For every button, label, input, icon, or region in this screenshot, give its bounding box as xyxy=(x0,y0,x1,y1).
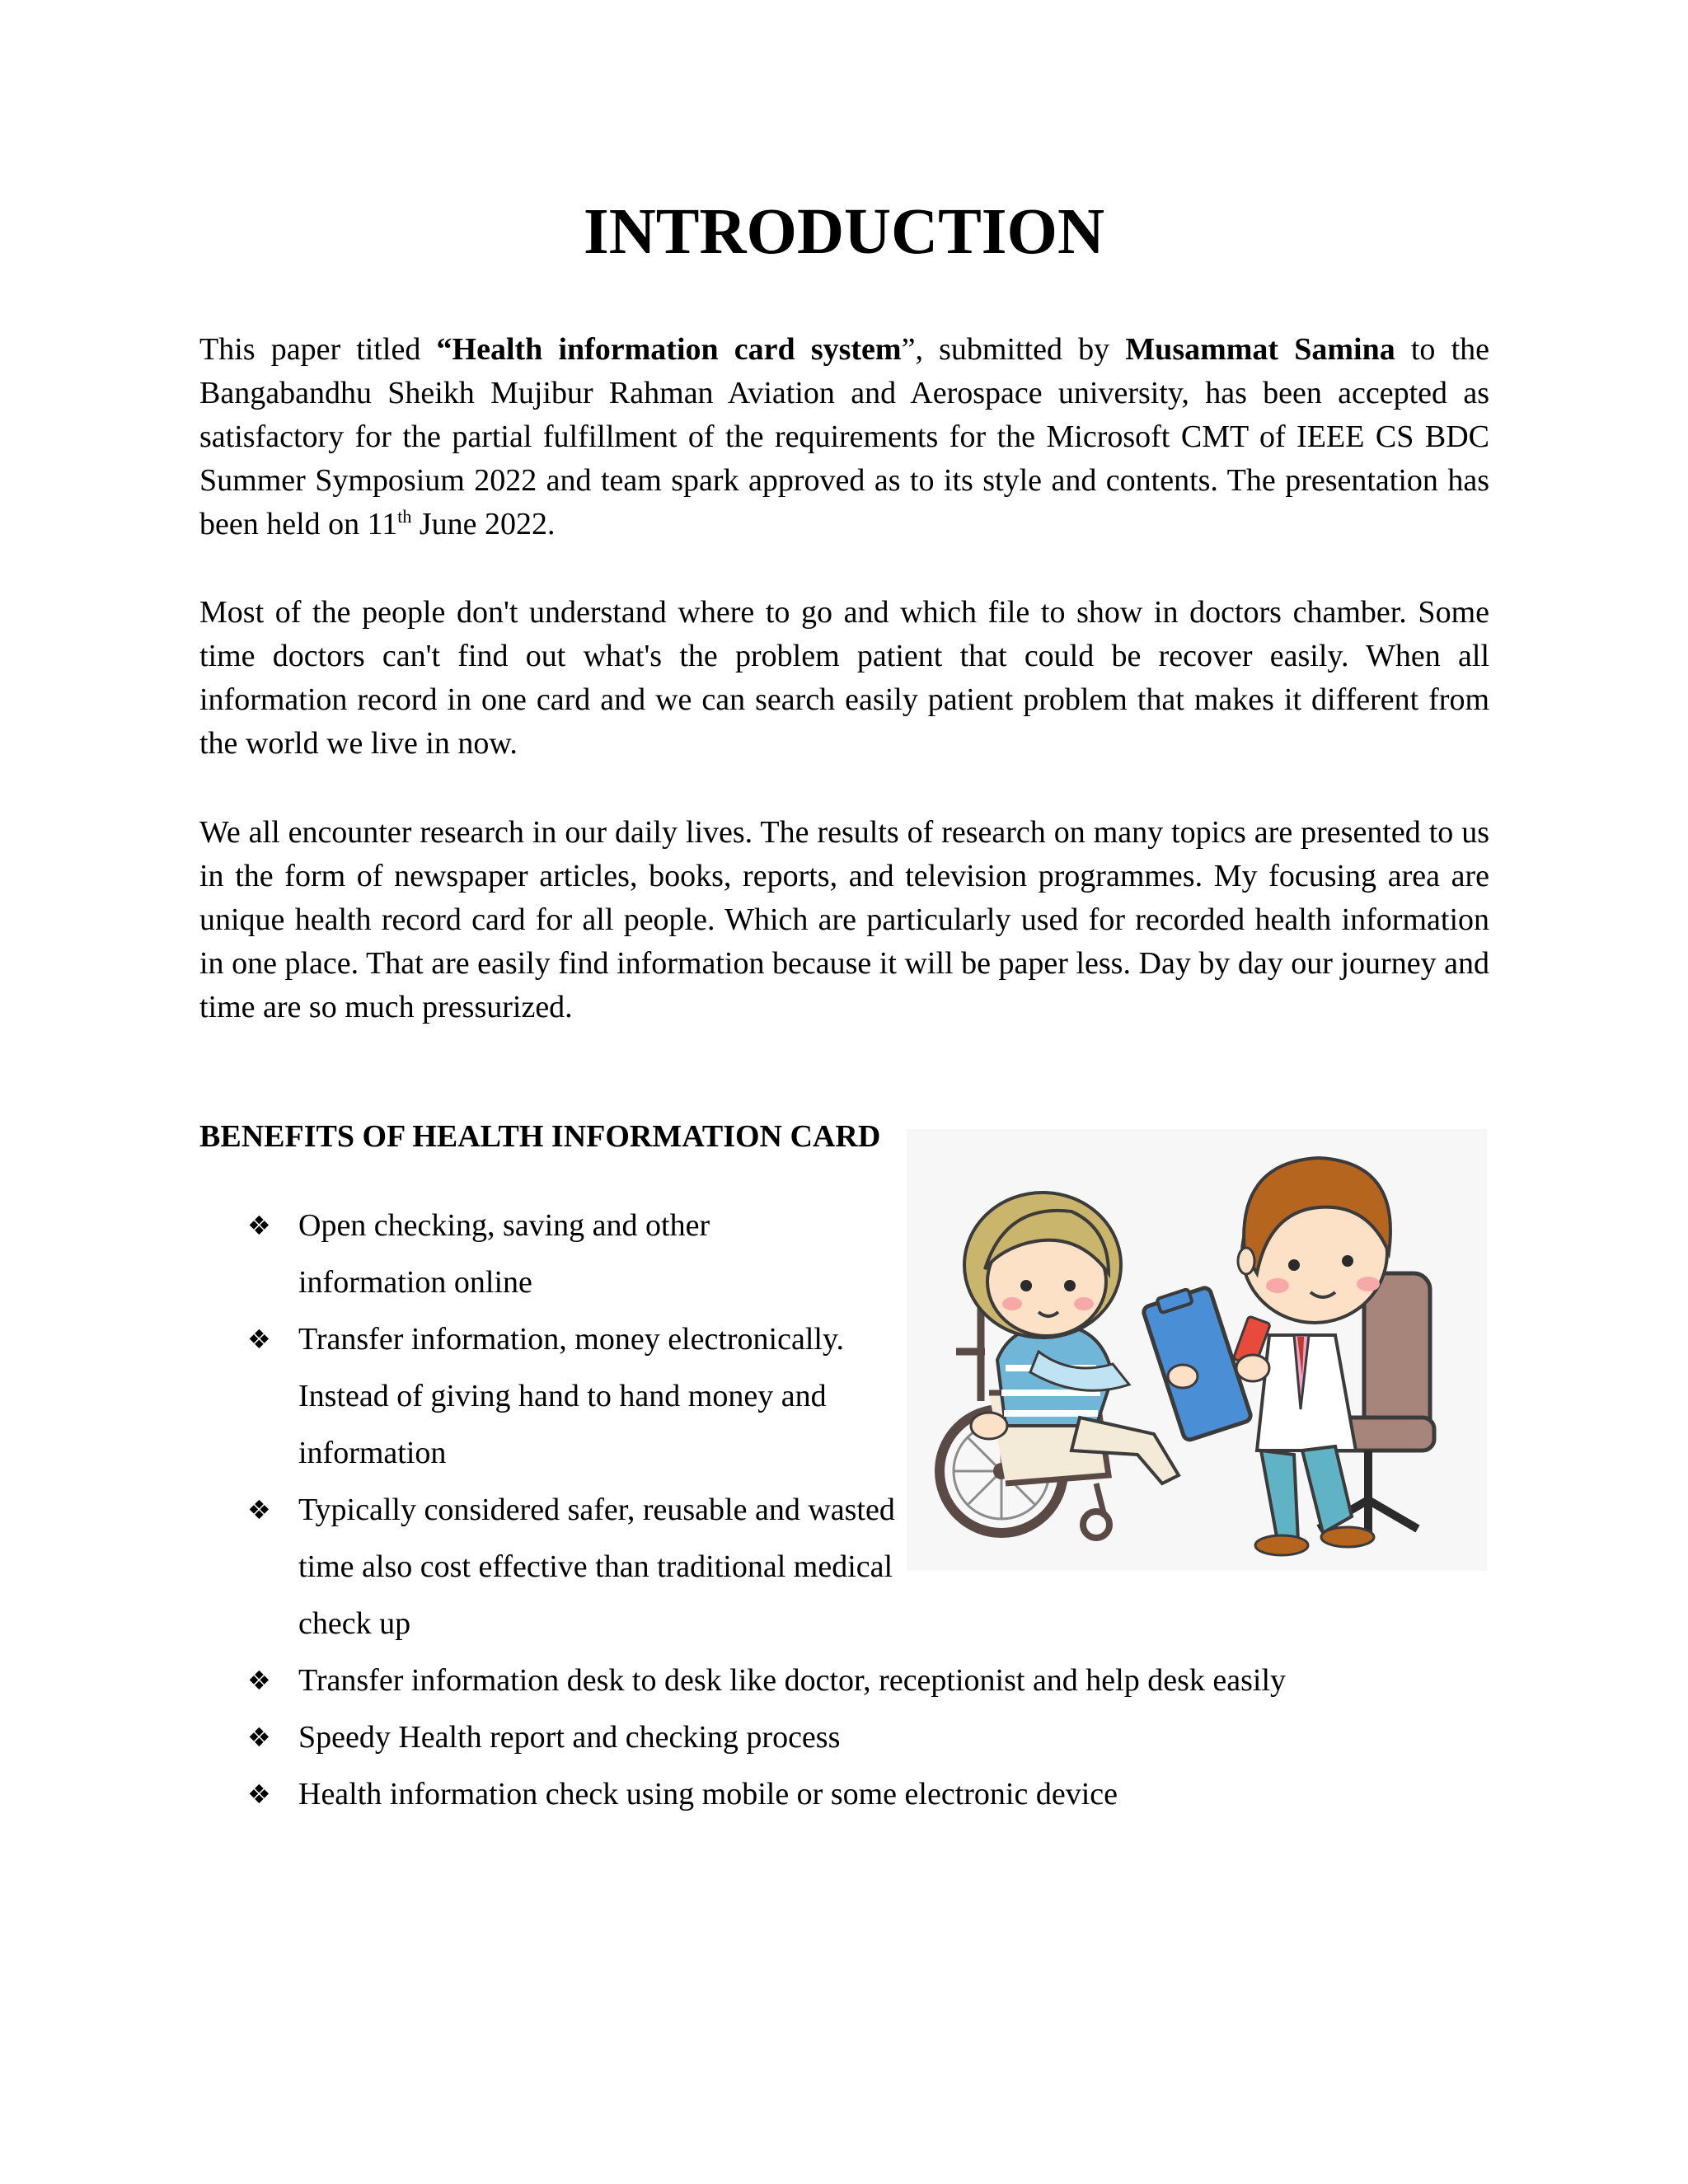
list-item xyxy=(247,1709,1286,1766)
list-item-text: Transfer information, money electronically. Instead of giving hand to hand money and information xyxy=(298,1322,844,1470)
diamond-bullet-icon: ❖ xyxy=(247,1324,271,1355)
diamond-bullet-icon: ❖ xyxy=(247,1665,271,1696)
list-item xyxy=(247,1197,1172,1311)
list-item xyxy=(247,1482,1172,1652)
intro-paragraph-1 xyxy=(199,328,1489,546)
list-item-text: Open checking, saving and other information online xyxy=(298,1208,710,1300)
p1-text-d: June 2022. xyxy=(411,507,556,541)
benefits-list xyxy=(247,1197,1286,1823)
page-title: INTRODUCTION xyxy=(583,196,1105,268)
p1-text-a: This paper titled xyxy=(199,332,437,367)
p1-text-c: to the Bangabandhu Sheikh Mujibur Rahman Aviation and Aerospace university, has been accepted as satisfactory for the partial fulfillment of the requirements for the Microsoft CMT of IEEE CS BDC Summer Symposium 2022 and team spark approved as to its style and contents. The presentation has been held on 11 xyxy=(199,332,1489,541)
paper-title: “Health information card system xyxy=(436,332,902,367)
list-item-text: Transfer information desk to desk like doctor, receptionist and help desk easily xyxy=(298,1663,1287,1698)
intro-paragraph-3: We all encounter research in our daily lives. The results of research on many topics are presented to us in the form of newspaper articles, books, reports, and television programmes. My focusing area are unique health record card for all people. Which are particularly used for recorded health information in one place. That are easily find information because it will be paper less. Day by day our journey and time are so much pressurized. xyxy=(199,815,1489,1024)
list-item-text: Speedy Health report and checking process xyxy=(298,1720,841,1755)
list-item xyxy=(247,1311,1172,1482)
list-item xyxy=(247,1652,1286,1709)
author-name: Musammat Samina xyxy=(1125,332,1395,367)
p1-text-b: ”, submitted by xyxy=(901,332,1126,367)
intro-paragraph-2: Most of the people don't understand where to go and which file to show in doctors chamber. Some time doctors can't find out what's the problem patient that could be recover easily. When all information record in one card and we can search easily patient problem that makes it different from the world we live in now. xyxy=(199,595,1489,761)
ordinal-suffix: th xyxy=(397,506,412,527)
diamond-bullet-icon: ❖ xyxy=(247,1210,271,1241)
diamond-bullet-icon: ❖ xyxy=(247,1722,271,1753)
diamond-bullet-icon: ❖ xyxy=(247,1779,271,1810)
list-item xyxy=(247,1766,1286,1823)
diamond-bullet-icon: ❖ xyxy=(247,1494,271,1526)
list-item-text: Typically considered safer, reusable and wasted time also cost effective than traditional medical check up xyxy=(298,1493,895,1641)
benefits-heading: BENEFITS OF HEALTH INFORMATION CARD xyxy=(199,1119,881,1154)
list-item-text: Health information check using mobile or some electronic device xyxy=(298,1777,1118,1811)
